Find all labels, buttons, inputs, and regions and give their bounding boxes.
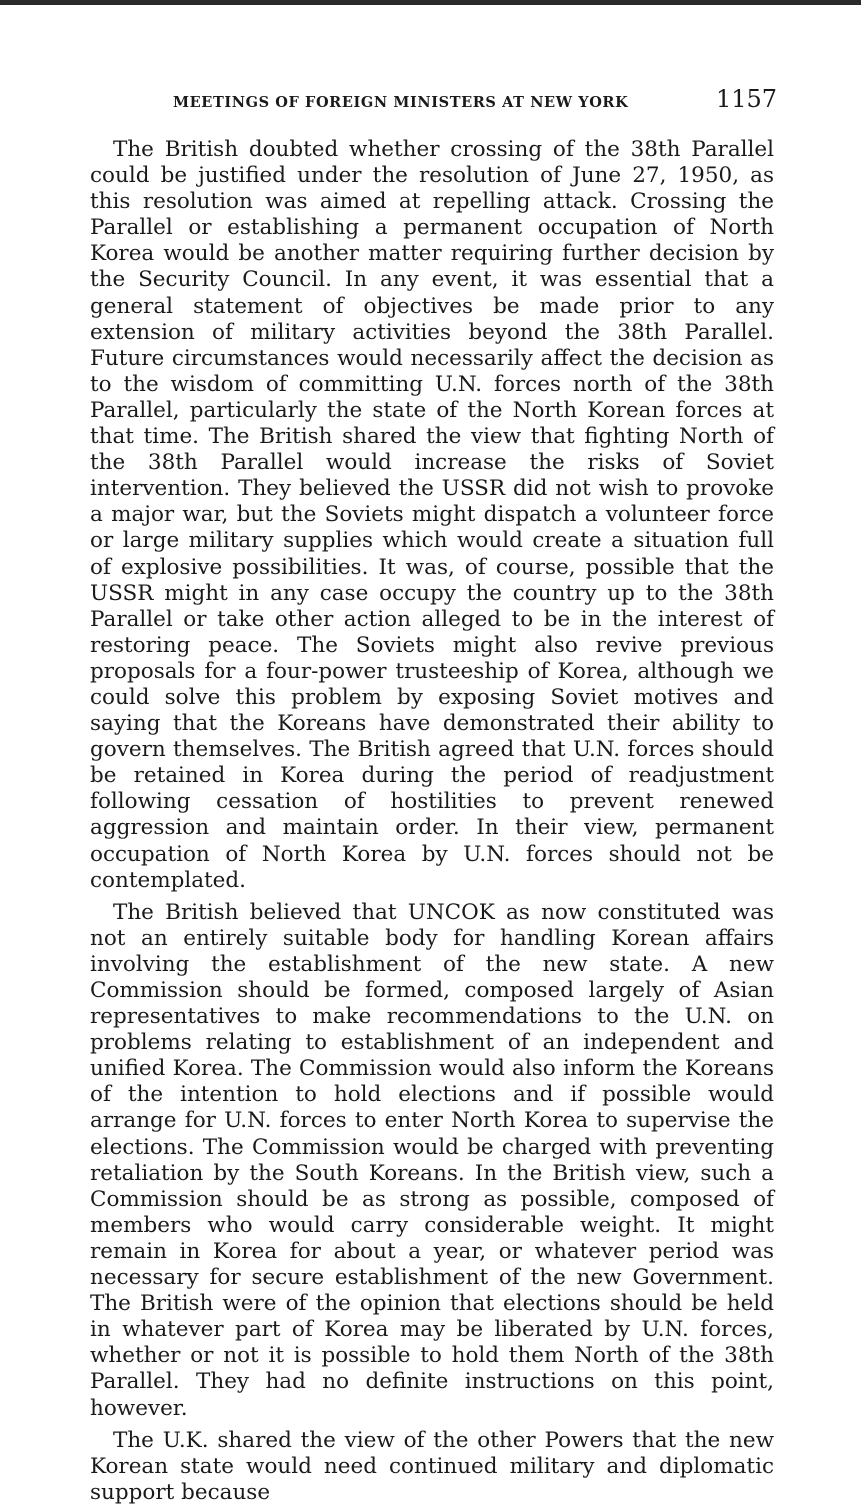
paragraph-uncok-commission: The British believed that UNCOK as now constituted was not an entirely suitable body for handling Korean affairs involving the establishment of the new state. A new Commission should be formed, composed largely of Asian representatives to make recommendations to the U.N. on problems relating to establishment of an independent and unified Korea. The Commission would also inform the Koreans of the intention to hold elections and if possible would arrange for U.N. forces to enter North Korea to supervise the elections. The Commission would be charged with preventing retaliation by the South Koreans. In the British view, such a Commission should be as strong as possible, composed of members who would carry considerable weight. It might remain in Korea for about a year, or whatever period was necessary for secure establishment of the new Government. The British were of the opinion that elections should be held in whatever part of Korea may be liberated by U.N. forces, whether or not it is possible to hold them North of the 38th Parallel. They had no definite instructions on this point, however. — [90, 899, 774, 1421]
paragraph-uk-support: The U.K. shared the view of the other Powers that the new Korean state would need continued military and diplomatic support because — [90, 1427, 774, 1505]
body-text — [90, 137, 774, 1512]
paragraph-crossing-38th-parallel: The British doubted whether crossing of the 38th Parallel could be justified under the resolution of June 27, 1950, as this resolution was aimed at repelling attack. Crossing the Parallel or establishing a permanent occupation of North Korea would be another matter requiring further decision by the Security Council. In any event, it was essential that a general statement of objectives be made prior to any extension of military activities beyond the 38th Parallel. Future circumstances would necessarily affect the decision as to the wisdom of committing U.N. forces north of the 38th Parallel, particularly the state of the North Korean forces at that time. The British shared the view that fighting North of the 38th Parallel would increase the risks of Soviet intervention. They believed the USSR did not wish to provoke a major war, but the Soviets might dispatch a volunteer force or large military supplies which would create a situation full of explosive possibilities. It was, of course, possible that the USSR might in any case occupy the country up to the 38th Parallel or take other action alleged to be in the interest of restoring peace. The Soviets might also revive previous proposals for a four-power trusteeship of Korea, although we could solve this problem by exposing Soviet motives and saying that the Koreans have demonstrated their ability to govern themselves. The British agreed that U.N. forces should be retained in Korea during the period of readjustment following cessation of hostilities to prevent renewed aggression and maintain order. In their view, permanent occupation of North Korea by U.N. forces should not be contemplated. — [90, 137, 774, 893]
running-head: MEETINGS OF FOREIGN MINISTERS AT NEW YORK — [173, 94, 629, 111]
page-header — [0, 84, 861, 124]
page-number: 1157 — [716, 85, 778, 113]
top-border-rule — [0, 0, 861, 5]
